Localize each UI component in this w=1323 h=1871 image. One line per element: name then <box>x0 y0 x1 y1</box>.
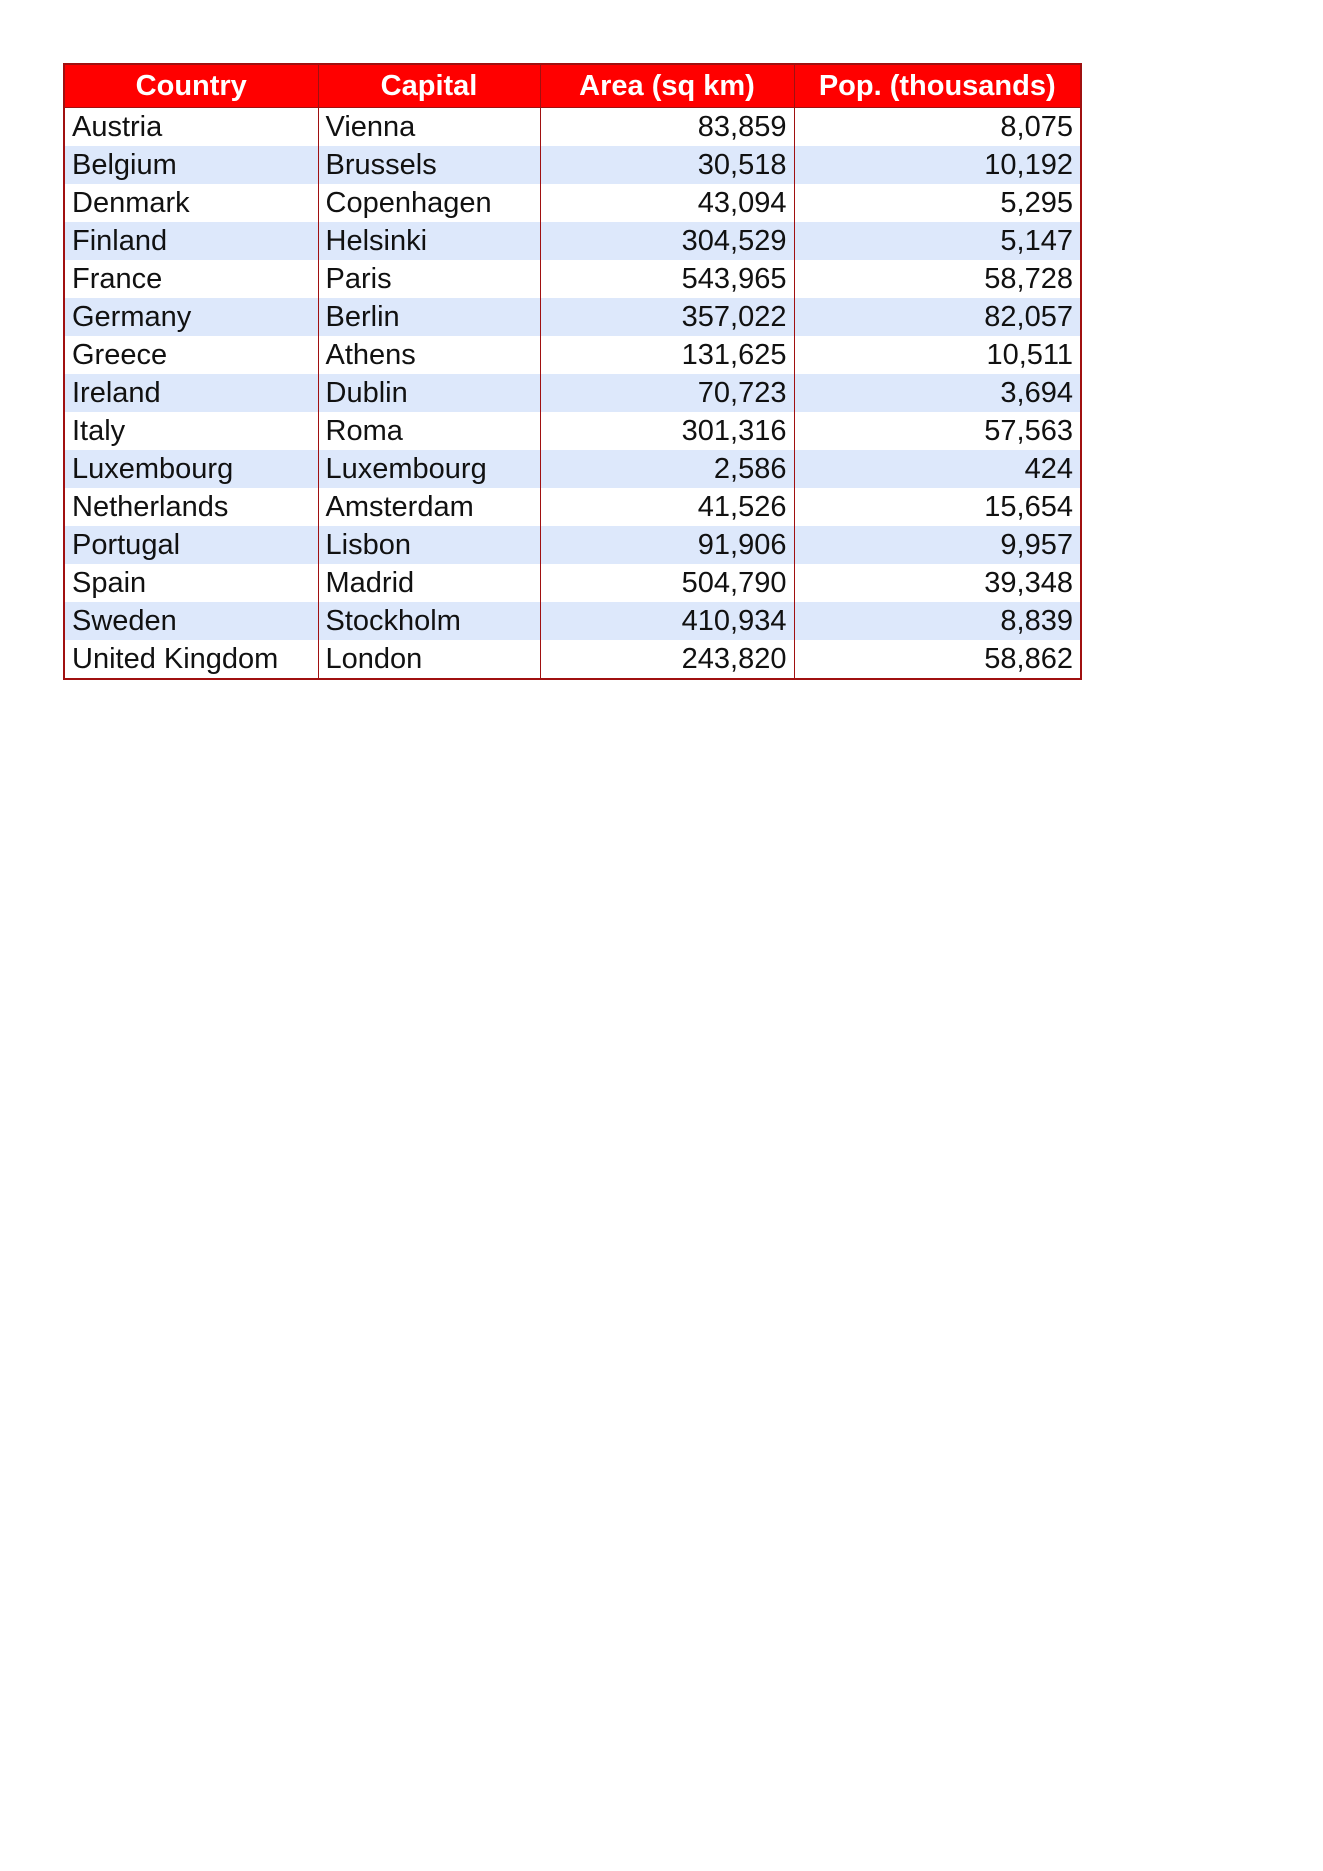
country-cell: Spain <box>64 564 318 602</box>
country-cell: Sweden <box>64 602 318 640</box>
population-cell: 5,295 <box>794 184 1081 222</box>
area-cell: 41,526 <box>540 488 794 526</box>
table-row <box>64 298 1081 336</box>
table-row <box>64 564 1081 602</box>
area-cell: 30,518 <box>540 146 794 184</box>
capital-cell: Athens <box>318 336 540 374</box>
area-cell: 2,586 <box>540 450 794 488</box>
country-cell: Belgium <box>64 146 318 184</box>
table-row <box>64 450 1081 488</box>
table-row <box>64 184 1081 222</box>
area-cell: 83,859 <box>540 108 794 147</box>
area-cell: 70,723 <box>540 374 794 412</box>
table-row <box>64 222 1081 260</box>
capital-cell: Lisbon <box>318 526 540 564</box>
table-body <box>64 108 1081 680</box>
country-cell: Germany <box>64 298 318 336</box>
country-cell: Finland <box>64 222 318 260</box>
capital-cell: Roma <box>318 412 540 450</box>
column-header-population: Pop. (thousands) <box>794 64 1081 108</box>
column-header-country: Country <box>64 64 318 108</box>
population-cell: 424 <box>794 450 1081 488</box>
table-row <box>64 374 1081 412</box>
capital-cell: Luxembourg <box>318 450 540 488</box>
population-cell: 10,192 <box>794 146 1081 184</box>
capital-cell: Copenhagen <box>318 184 540 222</box>
table-row <box>64 602 1081 640</box>
capital-cell: Vienna <box>318 108 540 147</box>
table-row <box>64 488 1081 526</box>
country-cell: Portugal <box>64 526 318 564</box>
country-cell: Netherlands <box>64 488 318 526</box>
capital-cell: Dublin <box>318 374 540 412</box>
country-cell: Greece <box>64 336 318 374</box>
capital-cell: Brussels <box>318 146 540 184</box>
population-cell: 15,654 <box>794 488 1081 526</box>
country-cell: Ireland <box>64 374 318 412</box>
area-cell: 43,094 <box>540 184 794 222</box>
table-row <box>64 412 1081 450</box>
area-cell: 243,820 <box>540 640 794 679</box>
table-row <box>64 146 1081 184</box>
population-cell: 9,957 <box>794 526 1081 564</box>
population-cell: 10,511 <box>794 336 1081 374</box>
area-cell: 357,022 <box>540 298 794 336</box>
country-table-container <box>63 63 1080 680</box>
capital-cell: Helsinki <box>318 222 540 260</box>
country-cell: Austria <box>64 108 318 147</box>
capital-cell: Berlin <box>318 298 540 336</box>
table-row <box>64 526 1081 564</box>
column-header-capital: Capital <box>318 64 540 108</box>
population-cell: 5,147 <box>794 222 1081 260</box>
country-table <box>63 63 1082 680</box>
capital-cell: Paris <box>318 260 540 298</box>
population-cell: 57,563 <box>794 412 1081 450</box>
area-cell: 131,625 <box>540 336 794 374</box>
capital-cell: London <box>318 640 540 679</box>
capital-cell: Amsterdam <box>318 488 540 526</box>
country-cell: Luxembourg <box>64 450 318 488</box>
population-cell: 8,839 <box>794 602 1081 640</box>
area-cell: 543,965 <box>540 260 794 298</box>
table-row <box>64 260 1081 298</box>
country-cell: United Kingdom <box>64 640 318 679</box>
table-header <box>64 64 1081 108</box>
column-header-area: Area (sq km) <box>540 64 794 108</box>
country-cell: France <box>64 260 318 298</box>
area-cell: 91,906 <box>540 526 794 564</box>
country-cell: Italy <box>64 412 318 450</box>
capital-cell: Stockholm <box>318 602 540 640</box>
area-cell: 304,529 <box>540 222 794 260</box>
table-row <box>64 108 1081 147</box>
header-row <box>64 64 1081 108</box>
area-cell: 504,790 <box>540 564 794 602</box>
population-cell: 39,348 <box>794 564 1081 602</box>
population-cell: 82,057 <box>794 298 1081 336</box>
table-row <box>64 336 1081 374</box>
population-cell: 58,862 <box>794 640 1081 679</box>
capital-cell: Madrid <box>318 564 540 602</box>
area-cell: 301,316 <box>540 412 794 450</box>
population-cell: 3,694 <box>794 374 1081 412</box>
population-cell: 58,728 <box>794 260 1081 298</box>
population-cell: 8,075 <box>794 108 1081 147</box>
area-cell: 410,934 <box>540 602 794 640</box>
table-row <box>64 640 1081 679</box>
country-cell: Denmark <box>64 184 318 222</box>
